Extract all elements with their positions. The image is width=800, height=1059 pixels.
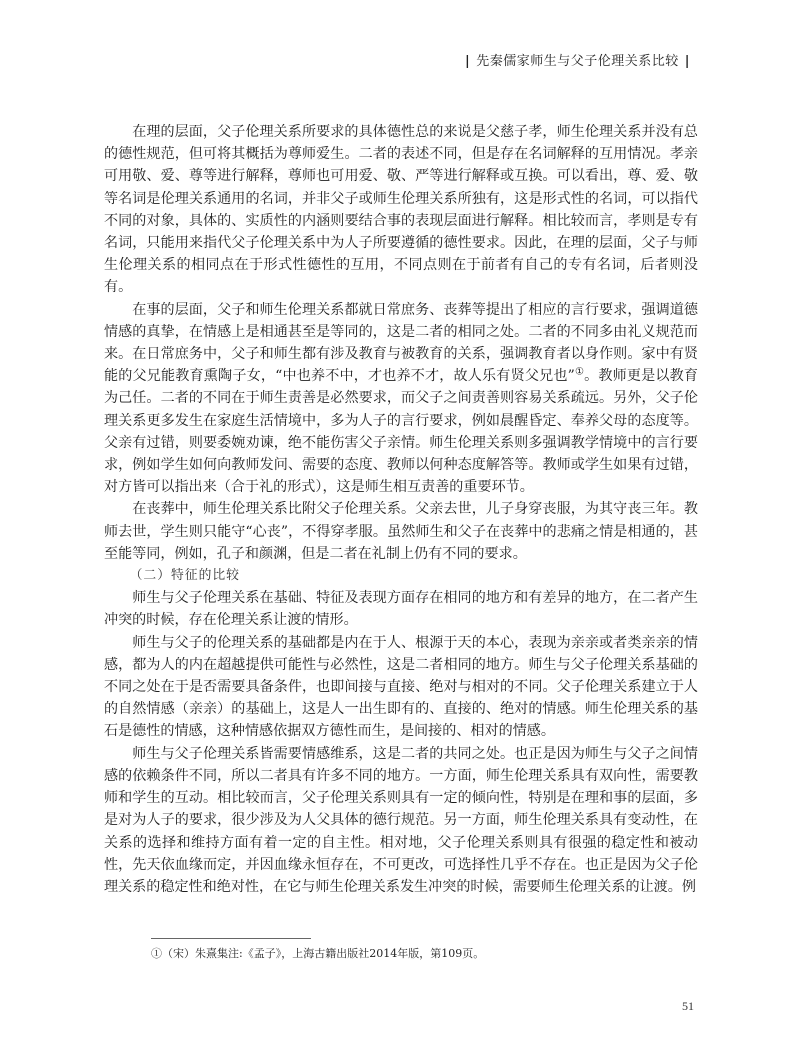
footnote-divider <box>151 938 311 939</box>
paragraph-3: 在丧葬中，师生伦理关系比附父子伦理关系。父亲去世，儿子身穿丧服，为其守丧三年。教师去世，学生则只能守“心丧”，不得穿孝服。虽然师生和父子在丧葬中的悲痛之情是相通的，甚至能等同，例如，孔子和颜渊，但是二者在礼制上仍有不同的要求。 <box>104 501 698 562</box>
header-bar-left: | <box>465 54 471 69</box>
running-header <box>459 50 696 69</box>
paragraph-6: 师生与父子伦理关系皆需要情感维系，这是二者的共同之处。也正是因为师生与父子之间情感的依赖条件不同，所以二者具有许多不同的地方。一方面，师生伦理关系具有双向性，需要教师和学生的互动。相比较而言，父子伦理关系则具有一定的倾向性，特别是在理和事的层面，多是对为人子的要求，很少涉及为人父具体的德行规范。另一方面，师生伦理关系具有变动性，在关系的选择和维持方面有着一定的自主性。相对地，父子伦理关系则具有很强的稳定性和被动性，先天依血缘而定，并因血缘永恒存在，不可更改，可选择性几乎不存在。也正是因为父子伦理关系的稳定性和绝对性，在它与师生伦理关系发生冲突的时候，需要师生伦理关系的让渡。例 <box>104 745 698 895</box>
footnote: ①（宋）朱熹集注:《孟子》，上海古籍出版社2014年版，第109页。 <box>151 947 485 960</box>
paragraph-1: 在理的层面，父子伦理关系所要求的具体德性总的来说是父慈子孝，师生伦理关系并没有总的德性规范，但可将其概括为尊师爱生。二者的表述不同，但是存在名词解释的互用情况。孝亲可用敬、爱、尊等进行解释，尊师也可用爱、敬、严等进行解释或互换。可以看出，尊、爱、敬等名词是伦理关系通用的名词，并非父子或师生伦理关系所独有，这是形式性的名词，可以指代不同的对象，具体的、实质性的内涵则要结合事的表现层面进行解释。相比较而言，孝则是专有名词，只能用来指代父子伦理关系中为人子所要遵循的德性要求。因此，在理的层面，父子与师生伦理关系的相同点在于形式性德性的互用，不同点则在于前者有自己的专有名词，后者则没有。 <box>104 124 698 296</box>
footnote-reference[interactable]: ① <box>574 366 585 378</box>
body-text <box>104 121 698 898</box>
page-number: 51 <box>682 999 694 1013</box>
header-title: 先秦儒家师生与父子伦理关系比较 <box>476 54 679 69</box>
paragraph-2-text-a: 在事的层面，父子和师生伦理关系都就日常庶务、丧葬等提出了相应的言行要求，强调道德情感的真挚，在情感上是相通甚至是等同的，这是二者的相同之处。二者的不同多由礼义规范而来。在日常庶务中，父子和师生都有涉及教育与被教育的关系，强调教育者以身作则。家中有贤能的父兄能教育熏陶子女，“中也养不中，才也养不才，故人乐有贤父兄也” <box>104 301 698 385</box>
paragraph-5: 师生与父子的伦理关系的基础都是内在于人、根源于天的本心，表现为亲亲或者类亲亲的情感，都为人的内在超越提供可能性与必然性，这是二者相同的地方。师生与父子伦理关系基础的不同之处在于是否需要具备条件，也即间接与直接、绝对与相对的不同。父子伦理关系建立于人的自然情感（亲亲）的基础上，这是人一出生即有的、直接的、绝对的情感。师生伦理关系的基石是德性的情感，这种情感依据双方德性而生，是间接的、相对的情感。 <box>104 634 698 740</box>
section-heading: （二）特征的比较 <box>129 568 240 584</box>
header-bar-right: | <box>684 54 690 69</box>
paragraph-2-text-b: 。教师更是以教育为己任。二者的不同在于师生责善是必然要求，而父子之间责善则容易关系疏远。另外，父子伦理关系更多发生在家庭生活情境中，多为人子的言行要求，例如晨醒昏定、奉养父母的态度等。父亲有过错，则要委婉劝谏，绝不能伤害父子亲情。师生伦理关系则多强调教学情境中的言行要求，例如学生如何向教师发问、需要的态度、教师以何种态度解答等。教师或学生如果有过错，对方皆可以指出来（合于礼的形式），这是师生相互责善的重要环节。 <box>104 368 698 496</box>
paragraph-4: 师生与父子伦理关系在基础、特征及表现方面存在相同的地方和有差异的地方，在二者产生冲突的时候，存在伦理关系让渡的情形。 <box>104 590 698 629</box>
paragraph-2 <box>104 299 698 499</box>
